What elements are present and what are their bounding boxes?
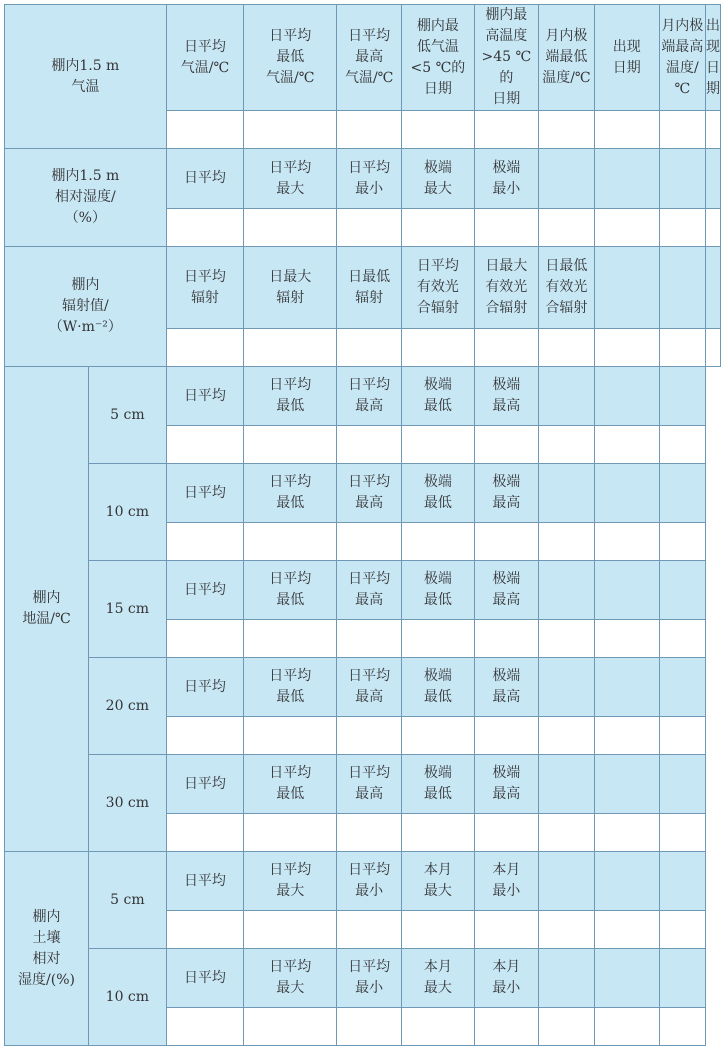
ground_temp-header-1: 日平均	[166, 561, 243, 620]
ground_temp-entry-field-1[interactable]	[166, 814, 243, 852]
ground_temp-entry-field-3[interactable]	[337, 814, 402, 852]
ground_temp-header-8	[659, 367, 705, 426]
ground_temp-entry-field-8[interactable]	[659, 814, 705, 852]
humidity-header-8	[659, 149, 705, 209]
ground_temp-entry-field-7[interactable]	[594, 426, 659, 464]
ground_temp-entry-field-7[interactable]	[594, 717, 659, 755]
soil_humidity-header-5: 本月 最小	[474, 949, 538, 1008]
ground_temp-entry-field-7[interactable]	[594, 620, 659, 658]
ground_temp-header-3: 日平均 最高	[337, 658, 402, 717]
ground_temp-entry-field-1[interactable]	[166, 426, 243, 464]
soil_humidity-entry-field-5[interactable]	[474, 911, 538, 949]
ground_temp-entry-field-2[interactable]	[244, 426, 337, 464]
humidity-header-9	[706, 149, 721, 209]
soil_humidity-entry-field-8[interactable]	[659, 1008, 705, 1046]
humidity-header-4: 极端 最大	[402, 149, 475, 209]
ground_temp-entry-field-6[interactable]	[538, 717, 594, 755]
soil_humidity-entry-field-5[interactable]	[474, 1008, 538, 1046]
soil_humidity-header-8	[659, 949, 705, 1008]
ground_temp-entry-field-7[interactable]	[594, 814, 659, 852]
ground_temp-header-6	[538, 561, 594, 620]
ground_temp-header-7	[594, 755, 659, 814]
ground_temp-header-6	[538, 367, 594, 426]
soil_humidity-entry-field-2[interactable]	[244, 1008, 337, 1046]
ground_temp-header-2: 日平均 最低	[244, 464, 337, 523]
ground_temp-header-3: 日平均 最高	[337, 367, 402, 426]
radiation-header-7	[594, 247, 659, 329]
air_temp-entry-field-2[interactable]	[244, 111, 337, 149]
ground_temp-entry-field-4[interactable]	[402, 426, 475, 464]
air_temp-header-4: 棚内最 低气温 <5 ℃的 日期	[402, 5, 475, 111]
radiation-header-5: 日最大 有效光 合辐射	[474, 247, 538, 329]
air_temp-entry-field-4[interactable]	[402, 111, 475, 149]
ground_temp-entry-field-2[interactable]	[244, 523, 337, 561]
ground_temp-header-8	[659, 464, 705, 523]
soil_humidity-label: 棚内 土壤 相对 湿度/(%)	[5, 852, 89, 1046]
soil_humidity-header-4: 本月 最大	[402, 949, 475, 1008]
ground_temp-header-1: 日平均	[166, 367, 243, 426]
soil_humidity-header-1: 日平均	[166, 949, 243, 1008]
ground_temp-depth-label: 20 cm	[89, 658, 167, 755]
soil_humidity-header-7	[594, 949, 659, 1008]
radiation-header-3: 日最低 辐射	[337, 247, 402, 329]
ground_temp-header-4: 极端 最低	[402, 464, 475, 523]
soil_humidity-header-7	[594, 852, 659, 911]
air_temp-entry-field-8[interactable]	[659, 111, 705, 149]
air_temp-header-7: 出现 日期	[594, 5, 659, 111]
radiation-entry-field-7[interactable]	[594, 329, 659, 367]
soil_humidity-header-6	[538, 852, 594, 911]
ground_temp-entry-field-4[interactable]	[402, 814, 475, 852]
soil_humidity-header-row	[5, 949, 721, 1008]
ground_temp-depth-label: 30 cm	[89, 755, 167, 852]
soil_humidity-header-2: 日平均 最大	[244, 852, 337, 911]
ground_temp-header-6	[538, 464, 594, 523]
ground_temp-entry-field-4[interactable]	[402, 620, 475, 658]
soil_humidity-entry-field-6[interactable]	[538, 911, 594, 949]
ground_temp-entry-field-3[interactable]	[337, 523, 402, 561]
ground_temp-header-8	[659, 755, 705, 814]
ground_temp-header-row	[5, 755, 721, 814]
air_temp-entry-field-6[interactable]	[538, 111, 594, 149]
soil_humidity-entry-field-3[interactable]	[337, 1008, 402, 1046]
table-body	[5, 5, 721, 1046]
ground_temp-entry-field-4[interactable]	[402, 523, 475, 561]
air_temp-header-1: 日平均 气温/℃	[166, 5, 243, 111]
radiation-entry-field-3[interactable]	[337, 329, 402, 367]
ground_temp-entry-field-6[interactable]	[538, 426, 594, 464]
humidity-label: 棚内1.5 m 相对湿度/ （%）	[5, 149, 167, 247]
ground_temp-header-5: 极端 最高	[474, 367, 538, 426]
radiation-entry-field-1[interactable]	[166, 329, 243, 367]
ground_temp-header-4: 极端 最低	[402, 755, 475, 814]
ground_temp-header-5: 极端 最高	[474, 464, 538, 523]
humidity-entry-field-8[interactable]	[659, 209, 705, 247]
radiation-entry-field-8[interactable]	[659, 329, 705, 367]
radiation-entry-field-9[interactable]	[706, 329, 721, 367]
air_temp-entry-field-5[interactable]	[474, 111, 538, 149]
air_temp-header-3: 日平均 最高 气温/℃	[337, 5, 402, 111]
ground_temp-header-2: 日平均 最低	[244, 755, 337, 814]
ground_temp-entry-field-3[interactable]	[337, 717, 402, 755]
ground_temp-header-row	[5, 561, 721, 620]
ground_temp-entry-field-8[interactable]	[659, 523, 705, 561]
radiation-entry-field-5[interactable]	[474, 329, 538, 367]
ground_temp-header-7	[594, 367, 659, 426]
humidity-entry-field-9[interactable]	[706, 209, 721, 247]
radiation-header-1: 日平均 辐射	[166, 247, 243, 329]
humidity-header-row	[5, 149, 721, 209]
ground_temp-header-1: 日平均	[166, 658, 243, 717]
humidity-entry-field-3[interactable]	[337, 209, 402, 247]
ground_temp-entry-field-5[interactable]	[474, 620, 538, 658]
ground_temp-header-2: 日平均 最低	[244, 561, 337, 620]
air_temp-header-row	[5, 5, 721, 111]
soil_humidity-header-2: 日平均 最大	[244, 949, 337, 1008]
ground_temp-header-7	[594, 464, 659, 523]
ground_temp-header-row	[5, 367, 721, 426]
ground_temp-header-3: 日平均 最高	[337, 755, 402, 814]
soil_humidity-header-8	[659, 852, 705, 911]
soil_humidity-header-5: 本月 最小	[474, 852, 538, 911]
soil_humidity-header-3: 日平均 最小	[337, 852, 402, 911]
radiation-header-2: 日最大 辐射	[244, 247, 337, 329]
air_temp-header-9: 出现 日期	[706, 5, 721, 111]
radiation-header-8	[659, 247, 705, 329]
soil_humidity-header-3: 日平均 最小	[337, 949, 402, 1008]
radiation-header-4: 日平均 有效光 合辐射	[402, 247, 475, 329]
ground_temp-header-5: 极端 最高	[474, 658, 538, 717]
radiation-label: 棚内 辐射值/ （W·m⁻²）	[5, 247, 167, 367]
ground_temp-header-3: 日平均 最高	[337, 464, 402, 523]
ground_temp-entry-field-2[interactable]	[244, 717, 337, 755]
ground_temp-header-7	[594, 658, 659, 717]
soil_humidity-entry-field-4[interactable]	[402, 1008, 475, 1046]
air_temp-entry-field-3[interactable]	[337, 111, 402, 149]
soil_humidity-entry-field-4[interactable]	[402, 911, 475, 949]
air_temp-entry-field-1[interactable]	[166, 111, 243, 149]
soil_humidity-header-row	[5, 852, 721, 911]
ground_temp-header-6	[538, 755, 594, 814]
ground_temp-header-1: 日平均	[166, 464, 243, 523]
ground_temp-header-2: 日平均 最低	[244, 367, 337, 426]
soil_humidity-entry-field-6[interactable]	[538, 1008, 594, 1046]
soil_humidity-entry-field-1[interactable]	[166, 1008, 243, 1046]
ground_temp-entry-field-3[interactable]	[337, 426, 402, 464]
ground_temp-depth-label: 15 cm	[89, 561, 167, 658]
ground_temp-entry-field-7[interactable]	[594, 523, 659, 561]
ground_temp-header-4: 极端 最低	[402, 561, 475, 620]
ground_temp-entry-field-5[interactable]	[474, 814, 538, 852]
ground_temp-header-row	[5, 658, 721, 717]
ground_temp-depth-label: 10 cm	[89, 464, 167, 561]
soil_humidity-entry-field-7[interactable]	[594, 911, 659, 949]
soil_humidity-entry-field-8[interactable]	[659, 911, 705, 949]
meteorological-record-table	[4, 4, 721, 1046]
ground_temp-header-8	[659, 658, 705, 717]
air_temp-entry-field-9[interactable]	[706, 111, 721, 149]
ground_temp-header-row	[5, 464, 721, 523]
ground_temp-header-5: 极端 最高	[474, 755, 538, 814]
radiation-header-9	[706, 247, 721, 329]
humidity-entry-field-1[interactable]	[166, 209, 243, 247]
air_temp-header-8: 月内极 端最高 温度/℃	[659, 5, 705, 111]
soil_humidity-header-1: 日平均	[166, 852, 243, 911]
soil_humidity-entry-field-1[interactable]	[166, 911, 243, 949]
air_temp-header-2: 日平均 最低 气温/℃	[244, 5, 337, 111]
humidity-header-1: 日平均	[166, 149, 243, 209]
soil_humidity-entry-field-2[interactable]	[244, 911, 337, 949]
air_temp-label: 棚内1.5 m 气温	[5, 5, 167, 149]
ground_temp-entry-field-8[interactable]	[659, 620, 705, 658]
humidity-header-3: 日平均 最小	[337, 149, 402, 209]
ground_temp-entry-field-5[interactable]	[474, 717, 538, 755]
ground_temp-entry-field-6[interactable]	[538, 523, 594, 561]
air_temp-entry-field-7[interactable]	[594, 111, 659, 149]
radiation-entry-field-4[interactable]	[402, 329, 475, 367]
air_temp-header-6: 月内极 端最低 温度/℃	[538, 5, 594, 111]
soil_humidity-entry-field-3[interactable]	[337, 911, 402, 949]
ground_temp-header-7	[594, 561, 659, 620]
ground_temp-entry-field-6[interactable]	[538, 814, 594, 852]
ground_temp-label: 棚内 地温/℃	[5, 367, 89, 852]
ground_temp-entry-field-8[interactable]	[659, 717, 705, 755]
ground_temp-entry-field-2[interactable]	[244, 814, 337, 852]
radiation-entry-field-2[interactable]	[244, 329, 337, 367]
ground_temp-header-4: 极端 最低	[402, 658, 475, 717]
ground_temp-header-2: 日平均 最低	[244, 658, 337, 717]
ground_temp-depth-label: 5 cm	[89, 367, 167, 464]
radiation-header-row	[5, 247, 721, 329]
ground_temp-entry-field-3[interactable]	[337, 620, 402, 658]
humidity-entry-field-7[interactable]	[594, 209, 659, 247]
ground_temp-entry-field-6[interactable]	[538, 620, 594, 658]
soil_humidity-depth-label: 10 cm	[89, 949, 167, 1046]
humidity-header-7	[594, 149, 659, 209]
radiation-header-6: 日最低 有效光 合辐射	[538, 247, 594, 329]
ground_temp-entry-field-1[interactable]	[166, 523, 243, 561]
humidity-header-5: 极端 最小	[474, 149, 538, 209]
soil_humidity-header-4: 本月 最大	[402, 852, 475, 911]
humidity-entry-field-4[interactable]	[402, 209, 475, 247]
ground_temp-header-3: 日平均 最高	[337, 561, 402, 620]
ground_temp-entry-field-4[interactable]	[402, 717, 475, 755]
humidity-entry-field-2[interactable]	[244, 209, 337, 247]
ground_temp-header-1: 日平均	[166, 755, 243, 814]
humidity-header-6	[538, 149, 594, 209]
ground_temp-entry-field-1[interactable]	[166, 620, 243, 658]
humidity-entry-field-6[interactable]	[538, 209, 594, 247]
ground_temp-entry-field-2[interactable]	[244, 620, 337, 658]
ground_temp-header-4: 极端 最低	[402, 367, 475, 426]
ground_temp-entry-field-1[interactable]	[166, 717, 243, 755]
air_temp-header-5: 棚内最 高温度 >45 ℃的 日期	[474, 5, 538, 111]
radiation-entry-field-6[interactable]	[538, 329, 594, 367]
humidity-entry-field-5[interactable]	[474, 209, 538, 247]
ground_temp-entry-field-5[interactable]	[474, 523, 538, 561]
ground_temp-entry-field-8[interactable]	[659, 426, 705, 464]
humidity-header-2: 日平均 最大	[244, 149, 337, 209]
ground_temp-entry-field-5[interactable]	[474, 426, 538, 464]
ground_temp-header-8	[659, 561, 705, 620]
ground_temp-header-6	[538, 658, 594, 717]
soil_humidity-depth-label: 5 cm	[89, 852, 167, 949]
soil_humidity-entry-field-7[interactable]	[594, 1008, 659, 1046]
ground_temp-header-5: 极端 最高	[474, 561, 538, 620]
soil_humidity-header-6	[538, 949, 594, 1008]
